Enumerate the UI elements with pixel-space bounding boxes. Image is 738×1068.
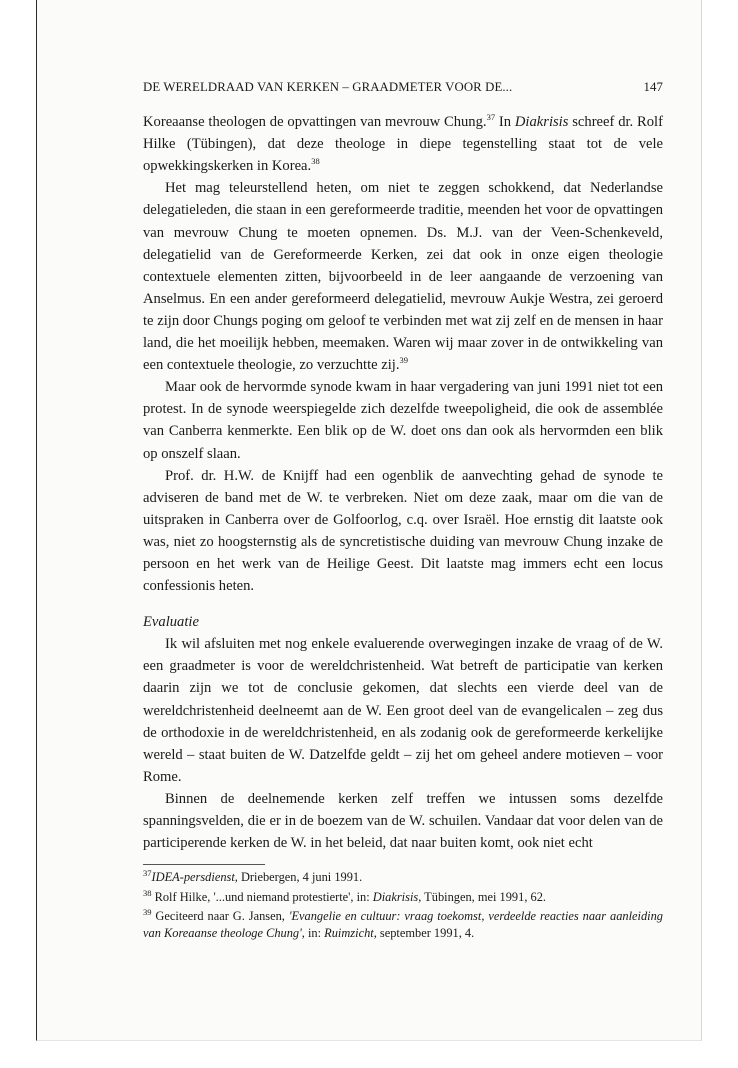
paragraph-1: Koreaanse theologen de opvattingen van mevrouw Chung.$^{37}$ In Diakrisis schreef dr. Rolf Hilke (Tübingen), dat deze theologe in diepe tegenstelling staat tot de vele opwekkingskerken in Korea.$^{38}$ <box>143 112 663 175</box>
footnote-divider <box>143 864 265 865</box>
footnote-ref-37: 37 <box>486 112 496 123</box>
footnote-37: $^{37}$IDEA-persdienst, Driebergen, 4 juni 1991. <box>143 868 363 885</box>
footnote-39: $^{39}$ Geciteerd naar G. Jansen, 'Evangelie en cultuur: vraag toekomst, verdeelde reacties naar aanleiding van Koreaanse theologe Chung', in: Ruimzicht, september 1991, 4. <box>143 907 664 940</box>
book-page <box>36 0 702 1041</box>
page-number: 147 <box>643 80 663 94</box>
running-title: DE WERELDRAAD VAN KERKEN – GRAADMETER VOOR DE... <box>143 80 513 94</box>
paragraph-2: Het mag teleurstellend heten, om niet te zeggen schokkend, dat Nederlandse delegatieleden, die staan in een gereformeerde traditie, meenden het voor de opvattingen van mevrouw Chung te moeten opnemen. Ds. M.J. van der Veen-Schenkeveld, delegatielid van de Gereformeerde Kerken, zei dat ook in onze eigen theologie contextuele elementen zitten, bijvoorbeeld in de leer aangaande de verzoening van Anselmus. En een ander gereformeerd delegatielid, mevrouw Aukje Westra, zei geroerd te zijn door Chungs poging om geloof te verbinden met wat zij zelf en de mensen in haar land, die het moeilijk hebben, meemaken. Waren wij maar zover in de ontwikkeling van een contextuele theologie, zo verzuchtte zij.$^{39}$ <box>143 180 663 374</box>
paragraph-4: Prof. dr. H.W. de Knijff had een ogenblik de aanvechting gehad de synode te adviseren de band met de W. te verbreken. Niet om deze zaak, maar om die van de uitspraken in Canberra over de Golfoorlog, c.q. over Israël. Hoe ernstig dit laatste ook was, niet zo hoogsternstig als de syncretistische duiding van mevrouw Chung inzake de persoon en het werk van de Heilige Geest. Dit laatste mag immers echt een locus confessionis heten. <box>143 467 663 595</box>
footnote-ref-38: 38 <box>311 156 320 167</box>
page-body <box>143 76 663 945</box>
footnote-38: $^{38}$ Rolf Hilke, '...und niemand protestierte', in: Diakrisis, Tübingen, mei 1991, 62. <box>143 887 547 904</box>
running-header <box>143 76 663 98</box>
paragraph-5: Ik wil afsluiten met nog enkele evaluerende overwegingen inzake de vraag of de W. een graadmeter is voor de wereldchristenheid. Wat betreft de participatie van kerken daarin zijn we tot de conclusie gekomen, dat slechts een vierde deel van de wereldchristenheid deelneemt aan de W. Een groot deel van de evangelicalen – zeg dus de orthodoxie in de wereldchristenheid, en als zodanig ook de gereformeerde kerkelijke wereld – staat buiten de W. Datzelfde geldt – zij het om geheel andere motieven – voor Rome. <box>143 636 663 785</box>
paragraph-3: Maar ook de hervormde synode kwam in haar vergadering van juni 1991 niet tot een protest. In de synode weerspiegelde zich dezelfde tweepoligheid, die ook de assemblée van Canberra kenmerkte. Een blik op de W. doet ons dan ook als hervormden een blik op onszelf slaan. <box>143 379 663 462</box>
section-title: Evaluatie <box>143 614 199 631</box>
footnote-ref-39: 39 <box>399 355 408 366</box>
footnotes <box>143 869 663 941</box>
paragraph-6: Binnen de deelnemende kerken zelf treffen we intussen soms dezelfde spanningsvelden, die er in de boezem van de W. schuilen. Vandaar dat voor delen van de participerende kerken de W. in het beleid, dat naar buiten komt, ook niet echt <box>143 790 663 852</box>
